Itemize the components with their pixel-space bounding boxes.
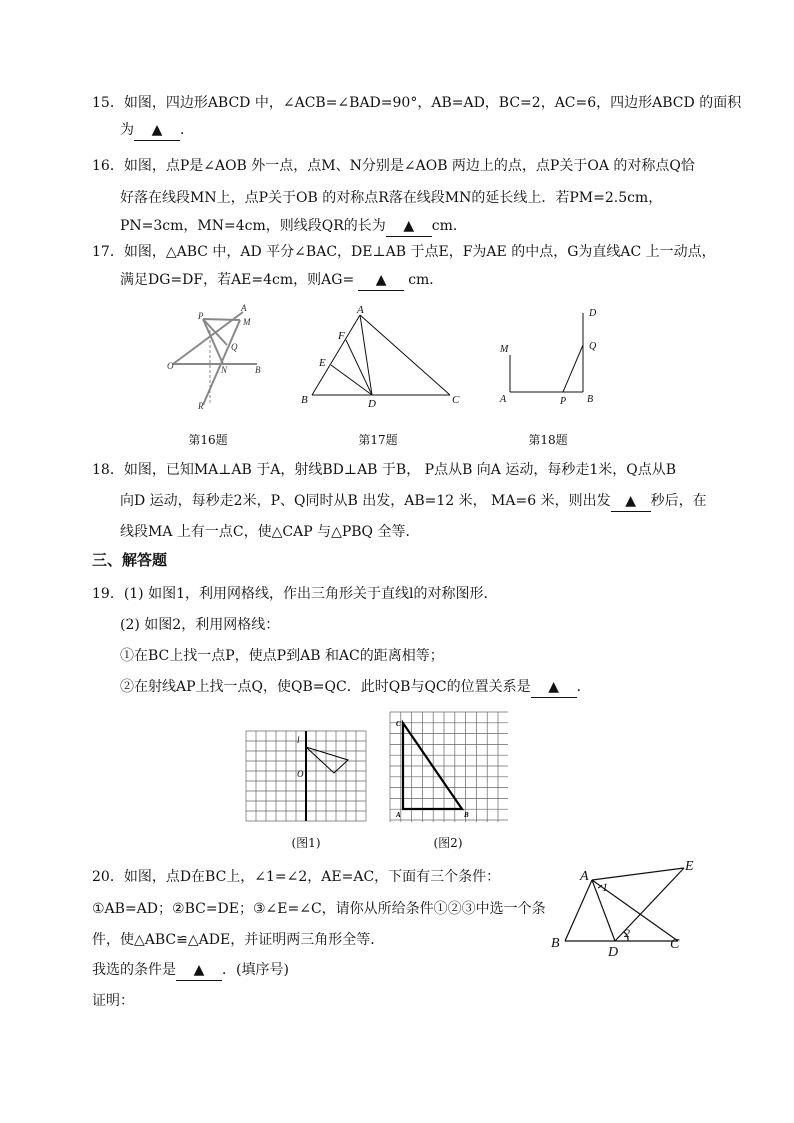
caption-grid2: (图2) (433, 836, 463, 850)
side-ac (360, 315, 450, 395)
line-pq (203, 319, 227, 345)
q20-line1: 20．如图，点D在BC上，∠1=∠2，AE=AC，下面有三个条件： (92, 869, 501, 885)
caption-fig18: 第18题 (528, 433, 568, 447)
q15-answer-blank: ▲ (134, 120, 180, 141)
label-n: N (221, 365, 228, 375)
label-b: B (301, 394, 308, 406)
label-a: A (241, 303, 247, 313)
figure-18 (495, 305, 605, 410)
label-d: D (589, 308, 597, 319)
label-angle-1: 1 (602, 880, 608, 894)
label-d: D (368, 398, 376, 410)
label-a: A (500, 394, 507, 405)
q18-line2 (120, 491, 707, 512)
q15-line2-end: ． (180, 122, 194, 138)
label-r: R (198, 401, 204, 411)
q19-line3: ①在BC上找一点P，使点P到AB 和AC的距离相等； (120, 648, 444, 664)
q20-line2: ①AB=AD；②BC=DE；③∠E=∠C，请你从所给条件①②③中选一个条 (92, 901, 546, 917)
q16-line1: 16．如图，点P是∠AOB 外一点，点M、N分别是∠AOB 两边上的点，点P关于OA 的对称点Q恰 (92, 158, 695, 174)
q17-line2-end: cm． (408, 272, 444, 288)
q16-answer-blank: ▲ (386, 216, 432, 237)
q20-line4-text: 我选的条件是 (92, 962, 176, 978)
label-q: Q (589, 341, 597, 352)
label-m: M (243, 317, 251, 327)
label-a: A (396, 811, 401, 819)
label-m: M (500, 344, 509, 355)
grid-figure-1 (246, 731, 366, 821)
q18-line2-text: 向D 运动，每秒走2米，P、Q同时从B 出发，AB=12 米， MA=6 米，则出发 (120, 493, 611, 509)
label-f: F (338, 330, 345, 342)
caption-fig17: 第17题 (358, 433, 398, 447)
label-e: E (319, 357, 326, 369)
label-p: P (560, 396, 567, 407)
q18-line2-end: 秒后，在 (650, 493, 707, 509)
section-heading: 三、解答题 (92, 551, 168, 569)
label-p: P (198, 311, 204, 321)
q19-line4 (120, 677, 591, 698)
q20-line4 (92, 960, 289, 981)
q16-line2: 好落在线段MN上，点P关于OB 的对称点R落在线段MN的延长线上．若PM=2.5cm， (120, 190, 663, 206)
q15-line1: 15．如图，四边形ABCD 中，∠ACB=∠BAD=90°，AB=AD，BC=2，AC=6，四边形ABCD 的面积 (92, 95, 742, 111)
label-d: D (608, 945, 619, 960)
segment-ab (565, 880, 592, 941)
q15-line2 (120, 120, 194, 141)
segment-de (331, 365, 372, 395)
label-angle-2: 2 (624, 926, 630, 940)
q18-line3: 线段MA 上有一点C，使△CAP 与△PBQ 全等． (120, 524, 420, 540)
q19-line4-end: ． (576, 679, 591, 695)
q20-line3: 件，使△ABC≌△ADE，并证明两三角形全等． (92, 932, 385, 948)
q18-line1: 18．如图，已知MA⊥AB 于A，射线BD⊥AB 于B， P点从B 向A 运动，每秒走1米，Q点从B (92, 462, 677, 478)
label-a: A (580, 869, 589, 884)
label-o: O (167, 361, 174, 371)
q19-line1: 19．(1) 如图1，利用网格线，作出三角形关于直线l的对称图形． (92, 586, 498, 602)
figure-16 (165, 305, 265, 415)
q16-line3-text: PN=3cm，MN=4cm，则线段QR的长为 (120, 218, 386, 234)
caption-grid1: (图1) (291, 836, 321, 850)
label-b: B (464, 811, 469, 819)
label-e: E (685, 859, 694, 874)
q20-line4-end: ．(填序号) (222, 962, 289, 978)
q18-answer-blank: ▲ (611, 491, 651, 512)
q20-proof-label: 证明： (92, 993, 134, 1009)
label-q: Q (231, 342, 238, 352)
q17-line2 (120, 270, 443, 291)
label-b: B (587, 394, 594, 405)
segment-ae (592, 868, 684, 880)
caption-fig16: 第16题 (188, 433, 228, 447)
line-pn (203, 319, 223, 364)
label-o: O (297, 769, 304, 779)
q16-line3-end: cm． (431, 218, 467, 234)
line-pm (203, 319, 240, 320)
q17-line2-text: 满足DG=DF，若AE=4cm，则AG= (120, 272, 355, 288)
label-l: l (297, 735, 300, 745)
figure-20 (548, 858, 708, 958)
q19-answer-blank: ▲ (531, 677, 577, 698)
label-c: C (452, 394, 460, 406)
q17-line1: 17．如图，△ABC 中，AD 平分∠BAC，DE⊥AB 于点E，F为AE 的中点，G为直线AC 上一动点， (92, 244, 716, 260)
label-c: C (670, 937, 680, 952)
q20-answer-blank: ▲ (176, 960, 222, 981)
figure-17 (300, 305, 465, 410)
q16-line3 (120, 216, 467, 237)
label-c: C (396, 720, 401, 728)
q17-answer-blank: ▲ (358, 270, 404, 291)
segment-pq (563, 345, 583, 392)
q15-line2-text: 为 (120, 122, 134, 138)
label-a: A (357, 304, 364, 316)
q19-line4-text: ②在射线AP上找一点Q，使QB=QC．此时QB与QC的位置关系是 (120, 679, 531, 695)
q19-line2: (2) 如图2，利用网格线： (120, 617, 280, 633)
label-b: B (551, 936, 560, 951)
grid-figure-2 (390, 712, 508, 822)
label-b: B (255, 365, 261, 375)
